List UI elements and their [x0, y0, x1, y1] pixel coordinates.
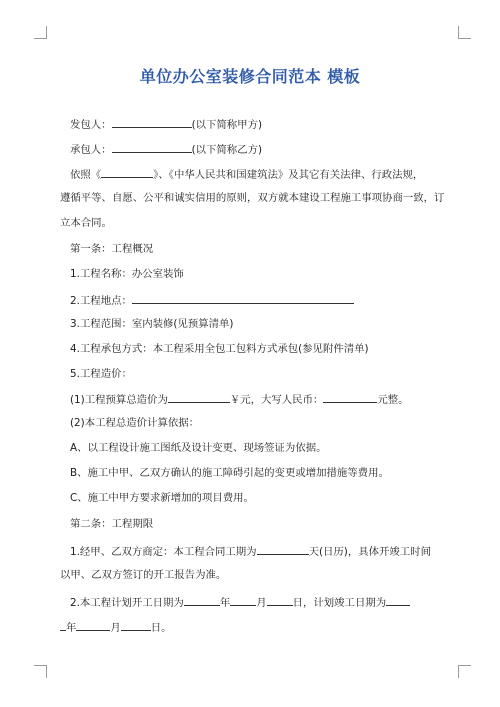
start-day-blank	[267, 594, 293, 606]
corner-mark-bottom-right	[458, 665, 471, 678]
item-4: 4.工程承包方式：本工程采用全包工包料方式承包(参见附件清单)	[70, 343, 369, 355]
item-2-line	[70, 292, 450, 308]
intro-1a: 依照《	[70, 169, 102, 181]
period-2-line	[70, 594, 450, 610]
item-5: 5.工程造价：	[70, 368, 132, 380]
party-a-label: 发包人：	[70, 119, 112, 131]
party-a-line	[70, 116, 450, 132]
party-b-line	[70, 141, 450, 157]
basis-a: A、以工程设计施工图纸及设计变更、现场签证为依据。	[70, 442, 327, 454]
law-name-blank	[101, 166, 153, 178]
basis-c: C、施工中甲方要求新增加的项目费用。	[70, 492, 254, 504]
article-1-title: 第一条：工程概况	[70, 243, 154, 255]
basis-b: B、施工中甲、乙双方确认的施工障碍引起的变更或增加措施等费用。	[70, 467, 389, 479]
corner-mark-top-left	[34, 26, 47, 39]
start-month-label: 月	[256, 597, 267, 609]
start-day-label: 日，计划竣工日期为	[292, 597, 387, 609]
end-day-label: 日。	[150, 622, 172, 634]
item-1: 1.工程名称：办公室装饰	[70, 268, 184, 280]
period-1a: 1.经甲、乙双方商定：本工程合同工期为	[70, 546, 257, 558]
intro-1b: 》、《中华人民共和国建筑法》及其它有关法律、行政法规，	[153, 169, 424, 181]
duration-blank	[257, 543, 309, 555]
party-b-blank	[112, 141, 192, 153]
end-day-blank	[121, 619, 151, 631]
period-2a: 2.本工程计划开工日期为	[70, 597, 184, 609]
period-2-end-line	[60, 619, 440, 635]
end-year-label: 年	[66, 622, 77, 634]
cost-1b: ￥元，大写人民币：	[229, 394, 324, 406]
end-month-blank	[76, 619, 110, 631]
corner-mark-top-right	[458, 26, 471, 39]
intro-line-2: 遵循平等、自愿、公平和诚实信用的原则，双方就本建设工程施工事项协商一致，订	[60, 192, 445, 204]
party-a-note: (以下简称甲方)	[191, 119, 263, 131]
period-1c: 以甲、乙双方签订的开工报告为准。	[60, 569, 227, 581]
start-year-label: 年	[219, 597, 231, 609]
intro-line-3: 立本合同。	[60, 217, 112, 229]
cost-1c: 元整。	[377, 394, 409, 406]
party-a-blank	[112, 116, 192, 128]
party-b-note: (以下简称乙方)	[191, 144, 263, 156]
item-2-label: 2.工程地点：	[70, 295, 132, 307]
cost-2: (2)本工程总造价计算依据：	[70, 417, 200, 429]
end-month-label: 月	[110, 622, 121, 634]
cost-1a: (1)工程预算总造价为	[70, 394, 168, 406]
start-year-blank	[184, 594, 220, 606]
article-2-title: 第二条：工程期限	[70, 518, 154, 530]
end-year-prefix-blank	[386, 594, 410, 606]
party-b-label: 承包人：	[70, 144, 112, 156]
period-1b: 天(日历)，具体开竣工时间	[308, 546, 431, 558]
cost-1-line	[70, 391, 450, 407]
period-1-line	[70, 543, 450, 559]
location-blank	[132, 292, 354, 304]
cost-amount-blank	[168, 391, 230, 403]
corner-mark-bottom-left	[34, 665, 47, 678]
intro-line-1	[70, 166, 450, 182]
start-month-blank	[230, 594, 256, 606]
item-3: 3.工程范围：室内装修(见预算清单)	[70, 318, 234, 330]
document-title: 单位办公室装修合同范本 模板	[139, 67, 361, 86]
cost-words-blank	[323, 391, 377, 403]
